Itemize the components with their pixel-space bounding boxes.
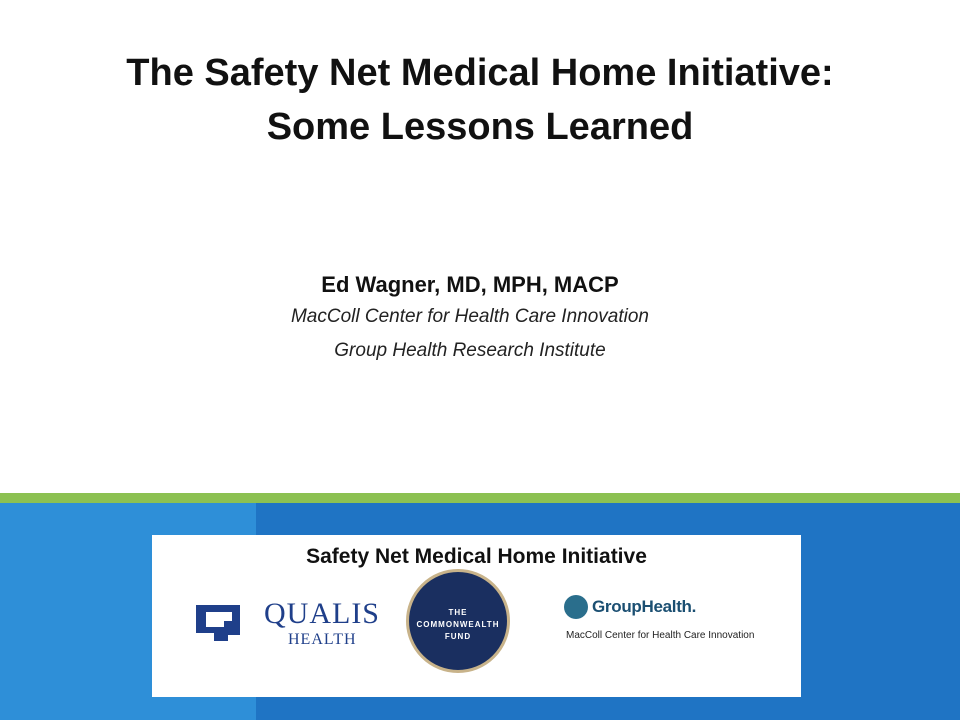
qualis-health-logo	[188, 585, 380, 655]
group-health-wordmark: GroupHealth.	[592, 597, 697, 616]
qualis-health-wordmark: HEALTH	[288, 631, 357, 648]
qualis-wordmark: QUALIS	[264, 597, 380, 630]
cw-seal-the: THE	[448, 608, 468, 617]
cw-seal-fund: FUND	[444, 632, 472, 641]
logo-panel-title: Safety Net Medical Home Initiative	[306, 545, 647, 568]
group-health-emblem-icon	[564, 595, 588, 619]
affiliation-maccoll: MacColl Center for Health Care Innovation	[290, 306, 649, 327]
green-divider-line	[0, 493, 960, 503]
logo-panel	[152, 535, 801, 697]
commonwealth-fund-seal	[406, 569, 510, 673]
cw-seal-commonwealth: COMMONWEALTH	[416, 620, 500, 629]
group-health-logo	[564, 595, 794, 645]
presenter-block	[0, 270, 940, 368]
group-health-subtitle: MacColl Center for Health Care Innovation	[566, 630, 755, 641]
affiliation-ghri: Group Health Research Institute	[334, 340, 606, 361]
slide-title	[0, 46, 960, 154]
presenter-name: Ed Wagner, MD, MPH, MACP	[321, 272, 619, 297]
slide-title-line1: The Safety Net Medical Home Initiative:	[126, 52, 834, 94]
slide-title-line2: Some Lessons Learned	[266, 106, 694, 148]
qualis-q-icon	[188, 585, 260, 655]
